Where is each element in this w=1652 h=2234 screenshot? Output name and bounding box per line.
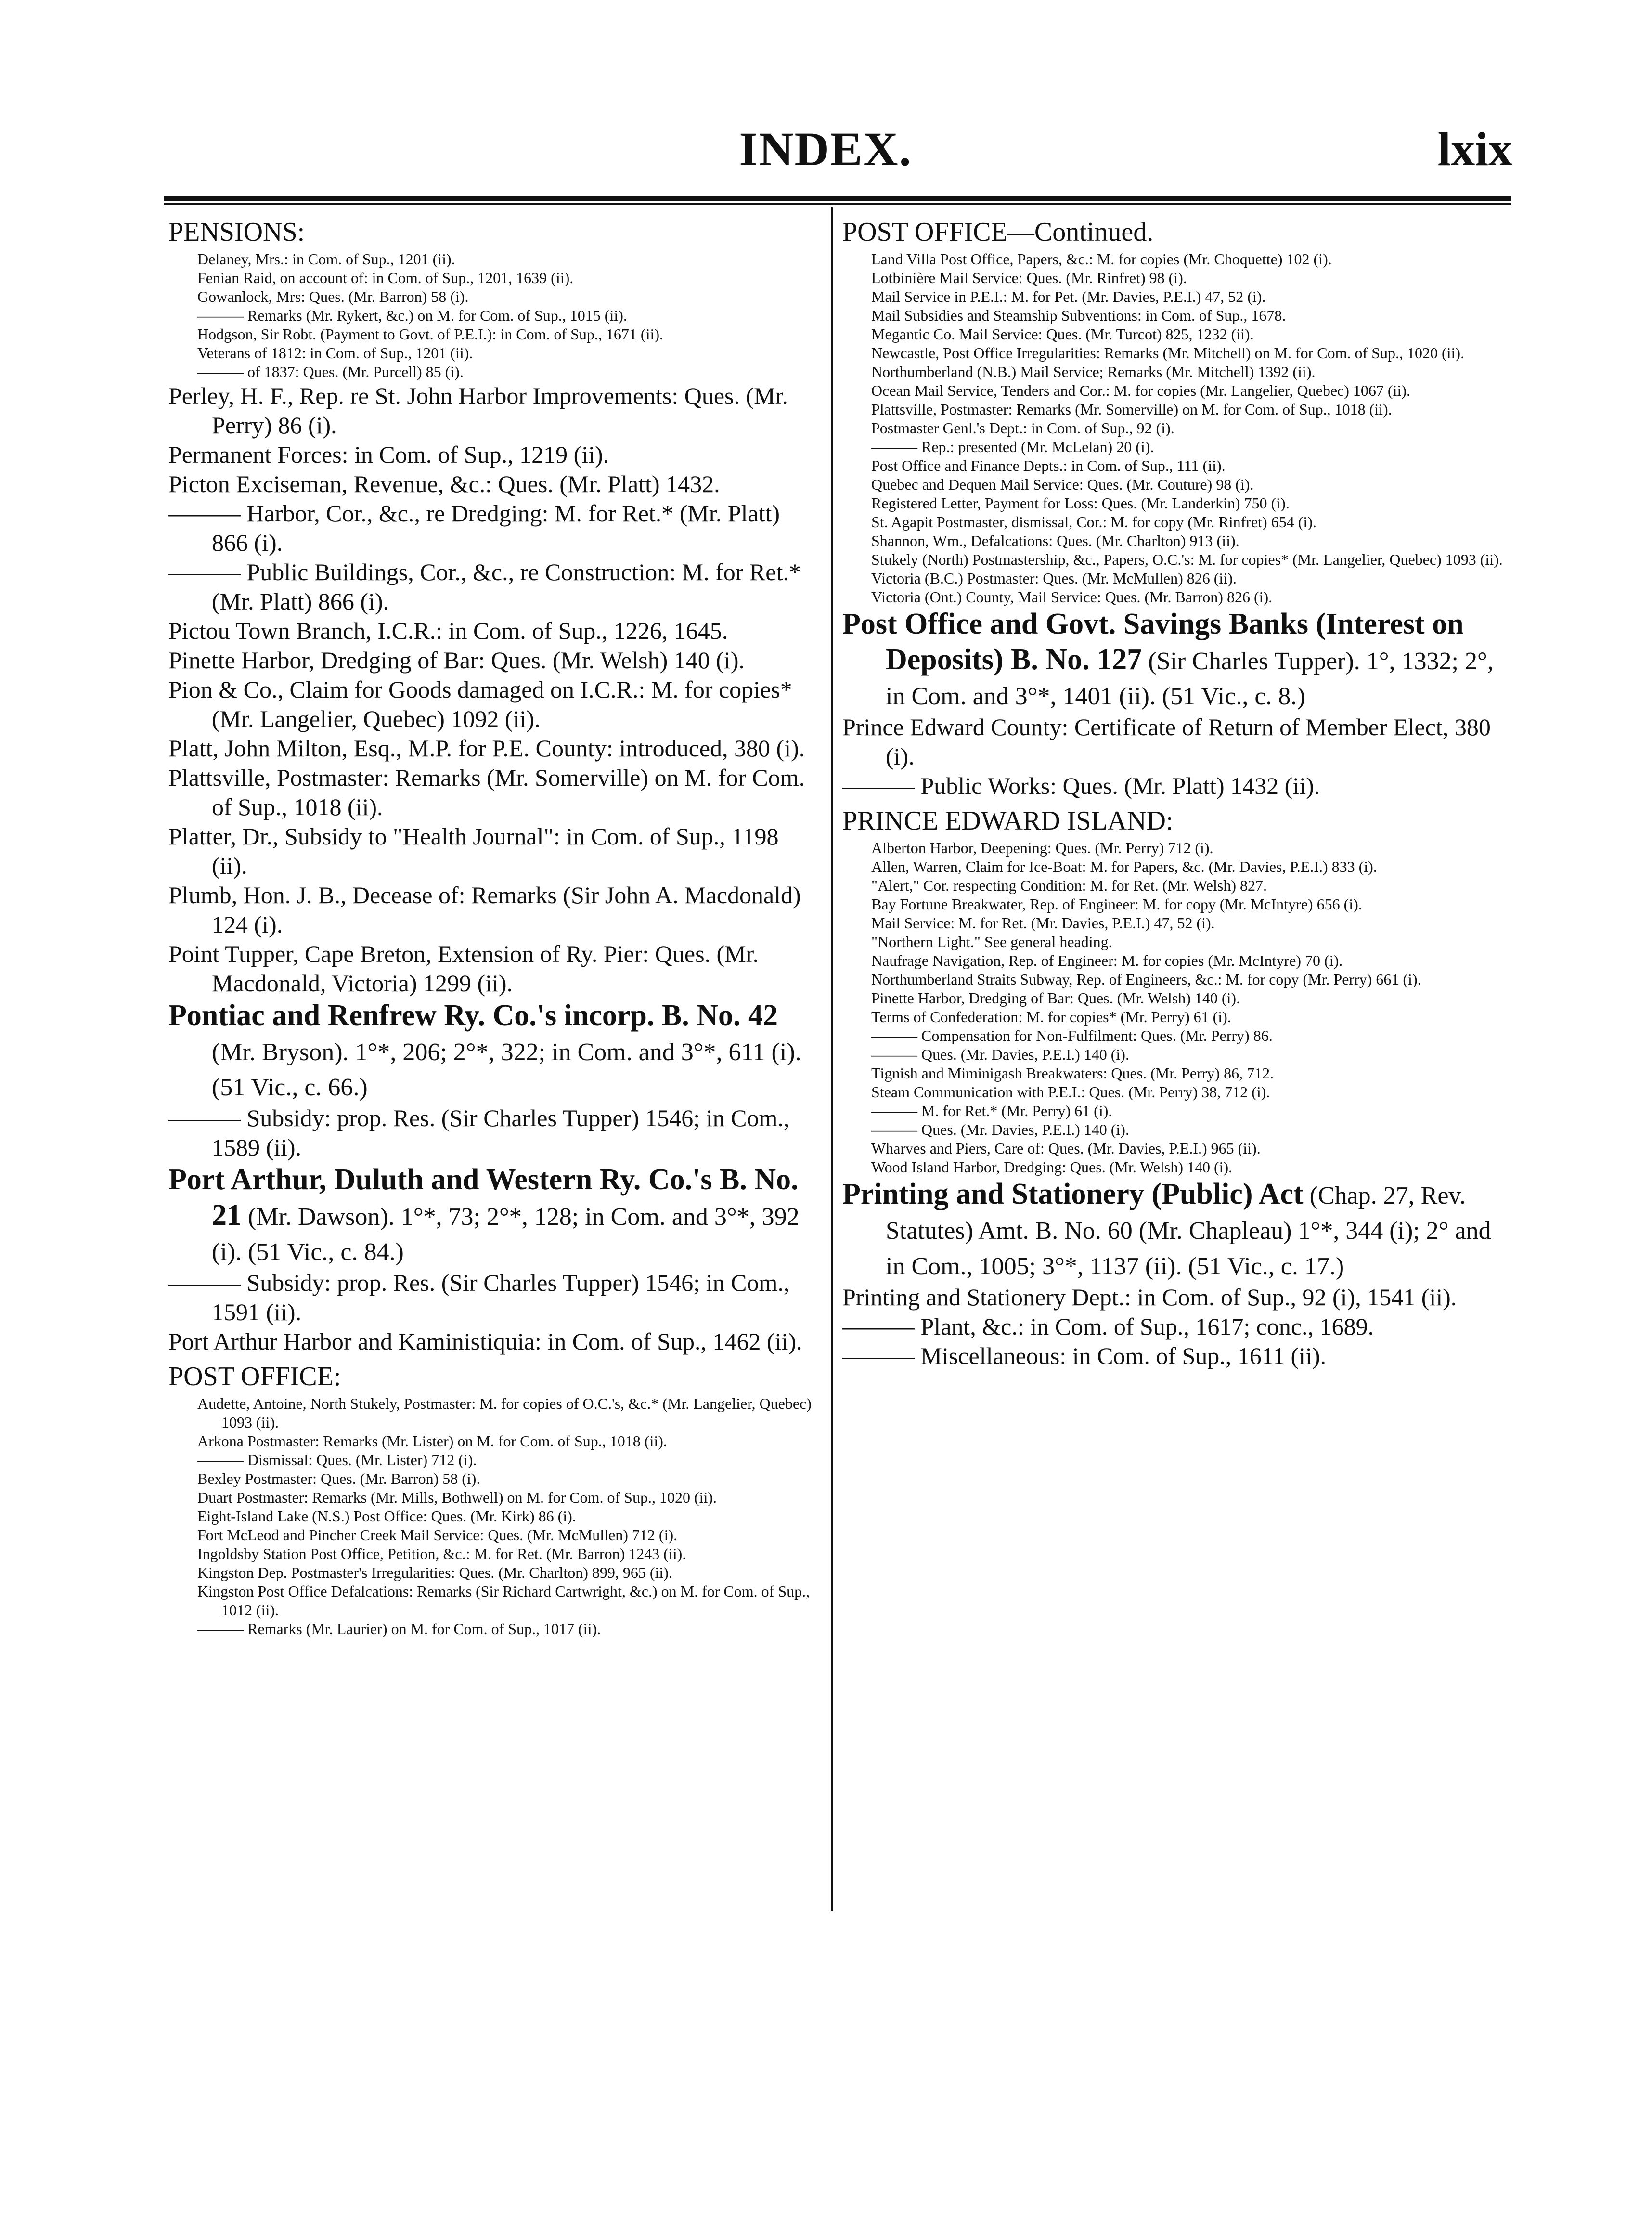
- index-entry: [168, 269, 818, 287]
- entry-text: Tignish and Miminigash Breakwaters: Ques. (Mr. Perry) 86, 712.: [871, 1065, 1274, 1082]
- index-entry: [842, 1139, 1511, 1158]
- index-entry: [168, 1620, 818, 1638]
- entry-text: Port Arthur, Duluth and Western Ry. Co.'s B. No. 21: [168, 1163, 799, 1232]
- index-entry: [842, 569, 1511, 588]
- index-entry: [168, 469, 818, 499]
- index-entry: [168, 1488, 818, 1507]
- entry-detail: (Sir Charles Tupper). 1°, 1332; 2°, in Com. and 3°*, 1401 (ii). (51 Vic., c. 8.): [886, 647, 1494, 710]
- entry-text: ——— Harbor, Cor., &c., re Dredging: M. for Ret.* (Mr. Platt) 866 (i).: [168, 500, 780, 557]
- index-entry: [842, 1026, 1511, 1045]
- entry-text: Pion & Co., Claim for Goods damaged on I.C.R.: M. for copies* (Mr. Langelier, Quebec) 1092 (ii).: [168, 676, 792, 733]
- entry-text: ——— Ques. (Mr. Davies, P.E.I.) 140 (i).: [871, 1046, 1129, 1063]
- entry-text: Platter, Dr., Subsidy to "Health Journal": in Com. of Sup., 1198 (ii).: [168, 823, 779, 880]
- entry-text: ——— Public Buildings, Cor., &c., re Construction: M. for Ret.* (Mr. Platt) 866 (i).: [168, 558, 801, 615]
- header-rule-thin: [164, 203, 1511, 205]
- index-entry: [168, 998, 818, 1104]
- entry-text: Quebec and Dequen Mail Service: Ques. (Mr. Couture) 98 (i).: [871, 476, 1254, 494]
- index-entry: [168, 287, 818, 306]
- index-entry: [842, 550, 1511, 569]
- index-entry: [842, 475, 1511, 494]
- entry-text: ——— Remarks (Mr. Laurier) on M. for Com. of Sup., 1017 (ii).: [197, 1620, 601, 1638]
- entry-text: ——— Remarks (Mr. Rykert, &c.) on M. for Com. of Sup., 1015 (ii).: [197, 306, 627, 324]
- entry-text: Fenian Raid, on account of: in Com. of Sup., 1201, 1639 (ii).: [197, 269, 574, 286]
- entry-text: Mail Service in P.E.I.: M. for Pet. (Mr. Davies, P.E.I.) 47, 52 (i).: [871, 287, 1266, 305]
- entry-detail: (Chap. 27, Rev. Statutes) Amt. B. No. 60 (Mr. Chapleau) 1°*, 344 (i); 2° and in Com., 1005; 3°*, 1137 (ii). (51 Vic., c. 17.): [886, 1182, 1491, 1280]
- entry-text: St. Agapit Postmaster, dismissal, Cor.: M. for copy (Mr. Rinfret) 654 (i).: [871, 513, 1316, 531]
- index-entry: [168, 1432, 818, 1451]
- index-entry: [842, 1341, 1511, 1371]
- entry-detail: (Mr. Bryson). 1°*, 206; 2°*, 322; in Com. and 3°*, 611 (i). (51 Vic., c. 66.): [212, 1039, 801, 1102]
- entry-text: ——— Plant, &c.: in Com. of Sup., 1617; conc., 1689.: [842, 1312, 1374, 1340]
- index-entry: [168, 381, 818, 440]
- index-entry: [842, 1283, 1511, 1312]
- index-entry: [168, 939, 818, 998]
- entry-text: "Northern Light." See general heading.: [871, 933, 1112, 950]
- entry-detail: (Mr. Dawson). 1°*, 73; 2°*, 128; in Com. and 3°*, 392 (i). (51 Vic., c. 84.): [212, 1203, 800, 1266]
- entry-text: Wharves and Piers, Care of: Ques. (Mr. Davies, P.E.I.) 965 (ii).: [871, 1140, 1261, 1157]
- index-entry: [842, 344, 1511, 363]
- entry-text: Mail Subsidies and Steamship Subventions: in Com. of Sup., 1678.: [871, 306, 1286, 324]
- index-entry: [168, 499, 818, 558]
- entry-text: Kingston Dep. Postmaster's Irregularities: Ques. (Mr. Charlton) 899, 965 (ii).: [197, 1564, 672, 1582]
- index-entry: [842, 494, 1511, 513]
- entry-text: ——— Rep.: presented (Mr. McLelan) 20 (i).: [871, 438, 1154, 456]
- index-entry: [168, 1394, 818, 1432]
- entry-text: Bexley Postmaster: Ques. (Mr. Barron) 58 (i).: [197, 1469, 480, 1487]
- entry-text: Wood Island Harbor, Dredging: Ques. (Mr. Welsh) 140 (i).: [871, 1158, 1233, 1176]
- index-entry: [842, 269, 1511, 287]
- index-entry: [842, 532, 1511, 550]
- entry-text: Fort McLeod and Pincher Creek Mail Service: Ques. (Mr. McMullen) 712 (i).: [197, 1526, 678, 1544]
- entry-text: Printing and Stationery (Public) Act: [842, 1178, 1304, 1211]
- index-entry: [842, 1312, 1511, 1341]
- section-heading: [842, 804, 1511, 839]
- section-heading: [168, 1359, 818, 1394]
- entry-text: ——— Subsidy: prop. Res. (Sir Charles Tupper) 1546; in Com., 1589 (ii).: [168, 1104, 790, 1161]
- entry-text: Naufrage Navigation, Rep. of Engineer: M. for copies (Mr. McIntyre) 70 (i).: [871, 951, 1343, 969]
- entry-text: ——— Dismissal: Ques. (Mr. Lister) 712 (i).: [197, 1451, 477, 1468]
- entry-text: PRINCE EDWARD ISLAND:: [842, 805, 1174, 836]
- entry-text: Shannon, Wm., Defalcations: Ques. (Mr. Charlton) 913 (ii).: [871, 532, 1239, 550]
- entry-text: Permanent Forces: in Com. of Sup., 1219 (ii).: [168, 441, 609, 468]
- entry-text: Ocean Mail Service, Tenders and Cor.: M. for copies (Mr. Langelier, Quebec) 1067 (ii).: [871, 382, 1410, 400]
- index-entry: [842, 876, 1511, 895]
- entry-text: Northumberland Straits Subway, Rep. of Engineers, &c.: M. for copy (Mr. Perry) 661 (i).: [871, 970, 1421, 988]
- entry-text: "Alert," Cor. respecting Condition: M. for Ret. (Mr. Welsh) 827.: [871, 876, 1267, 894]
- index-entry: [842, 970, 1511, 989]
- index-entry: [842, 1120, 1511, 1139]
- entry-text: Post Office and Govt. Savings Banks (Interest on Deposits) B. No. 127: [842, 608, 1464, 676]
- index-entry: [842, 771, 1511, 801]
- entry-text: Prince Edward County: Certificate of Return of Member Elect, 380 (i).: [842, 713, 1491, 770]
- index-entry: [168, 616, 818, 646]
- index-entry: [168, 1469, 818, 1488]
- header-rule: [164, 196, 1511, 201]
- entry-text: Audette, Antoine, North Stukely, Postmaster: M. for copies of O.C.'s, &c.* (Mr. Langelier, Quebec) 1093 (ii).: [197, 1394, 812, 1431]
- entry-text: Kingston Post Office Defalcations: Remarks (Sir Richard Cartwright, &c.) on M. for Com. of Sup., 1012 (ii).: [197, 1583, 810, 1619]
- left-column: [168, 212, 818, 1638]
- index-entry: [842, 989, 1511, 1008]
- entry-text: Victoria (Ont.) County, Mail Service: Ques. (Mr. Barron) 826 (i).: [871, 588, 1273, 606]
- index-entry: [168, 675, 818, 734]
- entry-text: Point Tupper, Cape Breton, Extension of Ry. Pier: Ques. (Mr. Macdonald, Victoria) 1299 (ii).: [168, 940, 759, 997]
- index-entry: [168, 646, 818, 675]
- entry-text: Victoria (B.C.) Postmaster: Ques. (Mr. McMullen) 826 (ii).: [871, 570, 1237, 587]
- index-entry: [842, 914, 1511, 933]
- index-entry: [168, 1563, 818, 1582]
- index-entry: [842, 607, 1511, 712]
- entry-text: Plattsville, Postmaster: Remarks (Mr. Somerville) on M. for Com. of Sup., 1018 (ii).: [168, 764, 805, 821]
- index-entry: [842, 1102, 1511, 1120]
- entry-text: Picton Exciseman, Revenue, &c.: Ques. (Mr. Platt) 1432.: [168, 470, 720, 498]
- index-entry: [842, 381, 1511, 400]
- entry-text: Pictou Town Branch, I.C.R.: in Com. of Sup., 1226, 1645.: [168, 617, 728, 645]
- entry-text: Stukely (North) Postmastership, &c., Papers, O.C.'s: M. for copies* (Mr. Langelier, Quebec) 1093 (ii).: [871, 551, 1503, 569]
- index-entry: [842, 1064, 1511, 1083]
- page-number: lxix: [1437, 122, 1512, 176]
- page-title: INDEX.: [739, 122, 912, 176]
- index-entry: [842, 306, 1511, 325]
- index-entry: [842, 456, 1511, 475]
- section-heading: [842, 215, 1511, 250]
- index-entry: [842, 951, 1511, 970]
- index-entry: [168, 763, 818, 822]
- index-entry: [842, 325, 1511, 344]
- entry-text: Delaney, Mrs.: in Com. of Sup., 1201 (ii).: [197, 250, 455, 268]
- index-entry: [168, 1327, 818, 1356]
- index-entry: [842, 839, 1511, 857]
- index-entry: [842, 513, 1511, 532]
- index-entry: [168, 306, 818, 325]
- index-entry: [842, 1008, 1511, 1026]
- index-entry: [842, 857, 1511, 876]
- index-entry: [842, 588, 1511, 607]
- entry-text: ——— Subsidy: prop. Res. (Sir Charles Tupper) 1546; in Com., 1591 (ii).: [168, 1269, 790, 1325]
- entry-text: ——— Public Works: Ques. (Mr. Platt) 1432 (ii).: [842, 772, 1320, 799]
- entry-text: Ingoldsby Station Post Office, Petition, &c.: M. for Ret. (Mr. Barron) 1243 (ii).: [197, 1545, 686, 1562]
- entry-text: Arkona Postmaster: Remarks (Mr. Lister) on M. for Com. of Sup., 1018 (ii).: [197, 1432, 667, 1450]
- index-entry: [168, 325, 818, 344]
- right-column: [842, 212, 1511, 1371]
- entry-text: ——— of 1837: Ques. (Mr. Purcell) 85 (i).: [197, 363, 464, 380]
- entry-text: ——— Ques. (Mr. Davies, P.E.I.) 140 (i).: [871, 1121, 1129, 1139]
- index-entry: [168, 1268, 818, 1327]
- entry-text: Land Villa Post Office, Papers, &c.: M. for copies (Mr. Choquette) 102 (i).: [871, 250, 1332, 268]
- entry-text: Steam Communication with P.E.I.: Ques. (Mr. Perry) 38, 712 (i).: [871, 1083, 1270, 1101]
- index-entry: [168, 1545, 818, 1563]
- entry-text: Platt, John Milton, Esq., M.P. for P.E. County: introduced, 380 (i).: [168, 735, 805, 762]
- column-divider: [831, 207, 833, 1911]
- index-entry: [168, 1526, 818, 1545]
- index-entry: [842, 287, 1511, 306]
- index-entry: [842, 1158, 1511, 1177]
- index-entry: [842, 419, 1511, 438]
- entry-text: Duart Postmaster: Remarks (Mr. Mills, Bothwell) on M. for Com. of Sup., 1020 (ii).: [197, 1488, 717, 1506]
- entry-text: PENSIONS:: [168, 217, 305, 247]
- index-entry: [168, 734, 818, 763]
- entry-text: Printing and Stationery Dept.: in Com. of Sup., 92 (i), 1541 (ii).: [842, 1283, 1457, 1311]
- index-entry: [842, 895, 1511, 914]
- entry-text: ——— Compensation for Non-Fulfilment: Ques. (Mr. Perry) 86.: [871, 1026, 1273, 1044]
- index-entry: [168, 440, 818, 469]
- index-entry: [168, 1582, 818, 1620]
- entry-text: Terms of Confederation: M. for copies* (Mr. Perry) 61 (i).: [871, 1008, 1231, 1026]
- entry-text: Post Office and Finance Depts.: in Com. of Sup., 111 (ii).: [871, 457, 1226, 475]
- index-entry: [842, 400, 1511, 419]
- entry-text: Postmaster Genl.'s Dept.: in Com. of Sup., 92 (i).: [871, 419, 1174, 437]
- entry-text: Alberton Harbor, Deepening: Ques. (Mr. Perry) 712 (i).: [871, 839, 1213, 857]
- entry-text: ——— Miscellaneous: in Com. of Sup., 1611 (ii).: [842, 1342, 1327, 1369]
- index-entry: [842, 363, 1511, 381]
- entry-text: Veterans of 1812: in Com. of Sup., 1201 (ii).: [197, 344, 473, 362]
- index-entry: [842, 250, 1511, 269]
- index-entry: [168, 1104, 818, 1162]
- entry-text: Bay Fortune Breakwater, Rep. of Engineer: M. for copy (Mr. McIntyre) 656 (i).: [871, 895, 1362, 913]
- entry-text: Pinette Harbor, Dredging of Bar: Ques. (Mr. Welsh) 140 (i).: [168, 647, 745, 674]
- entry-text: Lotbinière Mail Service: Ques. (Mr. Rinfret) 98 (i).: [871, 269, 1187, 286]
- entry-text: Newcastle, Post Office Irregularities: Remarks (Mr. Mitchell) on M. for Com. of Sup., 1020 (ii).: [871, 344, 1465, 362]
- index-entry: [842, 1177, 1511, 1282]
- entry-text: POST OFFICE—Continued.: [842, 217, 1154, 247]
- index-entry: [168, 363, 818, 381]
- index-entry: [842, 1045, 1511, 1064]
- index-entry: [168, 1451, 818, 1469]
- entry-text: Hodgson, Sir Robt. (Payment to Govt. of P.E.I.): in Com. of Sup., 1671 (ii).: [197, 325, 663, 343]
- index-entry: [168, 881, 818, 939]
- entry-text: Plattsville, Postmaster: Remarks (Mr. Somerville) on M. for Com. of Sup., 1018 (ii).: [871, 401, 1392, 418]
- entry-text: Gowanlock, Mrs: Ques. (Mr. Barron) 58 (i).: [197, 287, 469, 305]
- entry-text: POST OFFICE:: [168, 1361, 341, 1391]
- section-heading: [168, 215, 818, 250]
- entry-text: Eight-Island Lake (N.S.) Post Office: Ques. (Mr. Kirk) 86 (i).: [197, 1507, 576, 1525]
- entry-text: Plumb, Hon. J. B., Decease of: Remarks (Sir John A. Macdonald) 124 (i).: [168, 882, 801, 938]
- index-entry: [168, 344, 818, 363]
- entry-text: ——— M. for Ret.* (Mr. Perry) 61 (i).: [871, 1102, 1112, 1120]
- index-entry: [842, 713, 1511, 771]
- entry-text: Pontiac and Renfrew Ry. Co.'s incorp. B. No. 42: [168, 999, 778, 1032]
- entry-text: Mail Service: M. for Ret. (Mr. Davies, P.E.I.) 47, 52 (i).: [871, 914, 1215, 932]
- entry-text: Allen, Warren, Claim for Ice-Boat: M. for Papers, &c. (Mr. Davies, P.E.I.) 833 (i).: [871, 857, 1377, 875]
- entry-text: Megantic Co. Mail Service: Ques. (Mr. Turcot) 825, 1232 (ii).: [871, 325, 1254, 343]
- index-entry: [842, 438, 1511, 456]
- index-entry: [842, 933, 1511, 951]
- index-entry: [168, 1162, 818, 1268]
- index-entry: [168, 250, 818, 269]
- index-entry: [168, 558, 818, 616]
- index-entry: [168, 822, 818, 881]
- entry-text: Pinette Harbor, Dredging of Bar: Ques. (Mr. Welsh) 140 (i).: [871, 989, 1240, 1007]
- index-entry: [842, 1083, 1511, 1102]
- entry-text: Registered Letter, Payment for Loss: Ques. (Mr. Landerkin) 750 (i).: [871, 494, 1290, 512]
- entry-text: Northumberland (N.B.) Mail Service; Remarks (Mr. Mitchell) 1392 (ii).: [871, 363, 1316, 380]
- entry-text: Port Arthur Harbor and Kaministiquia: in Com. of Sup., 1462 (ii).: [168, 1327, 802, 1355]
- entry-text: Perley, H. F., Rep. re St. John Harbor Improvements: Ques. (Mr. Perry) 86 (i).: [168, 382, 788, 439]
- index-entry: [168, 1507, 818, 1526]
